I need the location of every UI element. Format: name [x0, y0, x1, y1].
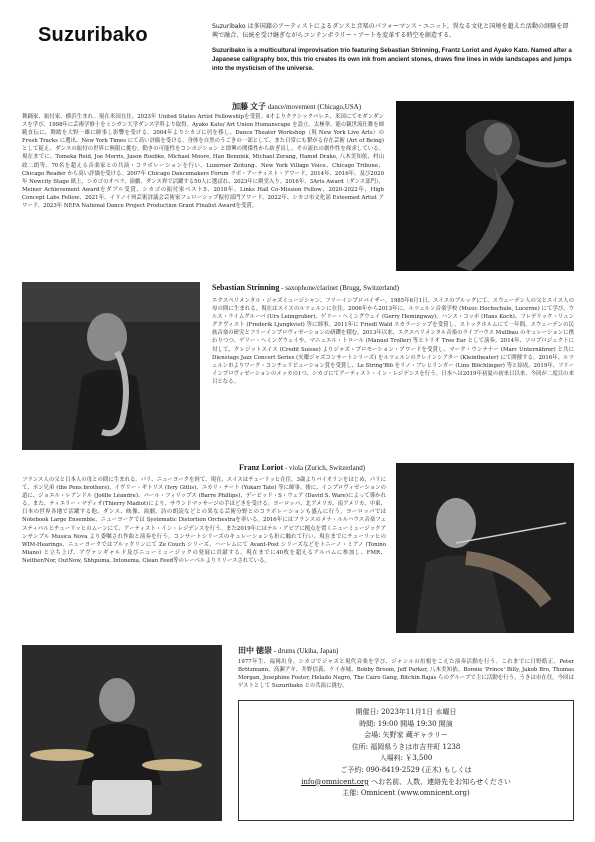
event-email-line — [239, 777, 573, 789]
artist-name: 加藤 文子 — [232, 102, 266, 111]
event-time: 時間: 19:00 開場 19:30 開演 — [359, 719, 453, 728]
artist-name-tanaka — [238, 645, 338, 656]
artist-name: Franz Loriot — [239, 463, 284, 472]
intro — [212, 22, 572, 79]
artist-role: - viola (Zurich, Switzerland) — [284, 464, 366, 472]
artist-name: Sebastian Strinning — [212, 283, 280, 292]
artist-role: - saxophone/clarinet (Brugg, Switzerland) — [281, 284, 399, 292]
violist-image — [396, 463, 574, 633]
email-link[interactable]: info@omnicent.org — [301, 777, 369, 786]
event-info-box — [238, 700, 574, 821]
event-venue: 会場: 矢野家 蔵ギャラリー — [364, 731, 448, 740]
artist-role: - drums (Ukiha, Japan) — [273, 647, 339, 655]
artist-name-strinning — [212, 283, 399, 292]
event-fee: 入場料: ￥3,500 — [379, 754, 433, 763]
artist-bio-loriot: フランス人の父と日本人の母との間に生まれる。パリ、ニューヨークを経て、現在、スイスはチューリッヒ在住。3歳よりバイオリンをはじめ、パリにて、ポン兄弟 (the Pons brothers)、イヴリー・ギトリス (Ivry Gitlis)、ユカリ・テート (Yukari Tate) 等に師事。後に、インプロヴィゼーションの道に、ジョエル・レアンドル (Joëlle Léandre)、バール・フィリップス (Barre Phillips)、デービッド・S・ウェア (David S. Ware)によって導かれる。また、ティエリー・マディオ(Thierry Madiot)により、サウンドマッサージの手ほどきを受ける。ヨーロッパ、北アメリカ、南アメリカ、中東、日本の世界各地で活躍する他、ダンス、映像、演劇、詩の朗読などとの異なる芸術分野とのコラボレーションも盛んに行う。ヨーロッパでは Notebook Large Ensemble、ニューヨークでは Systematic Distortion Orchestraを率いる。2016年にはフランスのメナ・ルルハウス音楽フェスティバルとチューリッヒのムーンにて、アーティスト・イン・レジデンスを行う。また2019年にはテル・アビブに拠点を置くニューミュージックアンサンブル Musica Nova より委嘱され作曲と演奏を行う。コンサートシリーズのキュレーションも折に触れて行い、現在までにチューリッヒの WIM-Hearings、ニューヨークではブルックリンにて Ze Couch シリーズ、ハーレムにて Avant-Post シリーズなどをトニーノ・ミアノ (Tonino Miano) と立ち上げ、アヴァンギャルド及びニューミュージックの発展に貢献する。現在までに40枚を超えるアルバムに参加し、FMR、Neither/Nor, OutNow, Shhpuma, Intonema, Clean Feed等のレーベルよりリリースされている。 — [22, 477, 386, 564]
artist-bio-strinning: エクスペリメンタル・ジャズミュージシャン、フリーインプロバイザー。1985年6月1日、スイスのブルッグにて、スウェーデン人の父とスイス人の母の間に生まれる。現在はスイスのルツェルンに在住。2006年から2013年に、ルツェルン音楽学校 (Music Hochschule, Lucerne) にて学び、ウルス・ライムグルーバ (Urs Leimgruber)、ゲリー・ヘミングウェイ (Gerry Hemingway)、ハンス・コッホ (Hans Koch)、フレデリック・リュングクヴィスト (Frederik Ljungkvist) 等に師事。2011年に Friedl Wald スカラーシップを受賞し、ストックホルムにて一年間、スウェーデンの民族音楽の研究とフリーインプロヴィゼーションの研鑽を積む。2013年以来、エクスペリメンタル音楽のライブハウス Mullbau のキュレーションに携わりつつ、ゲリー・ヘミングウェイや、マニュエル・トロール (Manuel Troller) 等とトリオ Tree Ear として演奏。2014年、ソロプロジェクトに対して、クレジットスイス (Credit Suisse) よりジャズ・プロモーション・アワードを受賞し、マーク・ウンナナー (Marc Unternährer) と共に Dienstags Jazz Concert Series (火曜ジャズコンサートシリーズ) をルツェルンのクレインシアター (Kleintheater) にて開催する。2016年、ルツェルン市よりワーク・コンチュリビューション賞を受賞し、Le String'Blö をリノ・ブレヒリンガー (Lino Blöchlinger) 等と結成。2019年、フリーインプロヴィゼーションのメッカの1つ、シカゴにてアーティスト・イン・レジデンスを行う。日本へは2019年初夏の初来日以来、今回が二度目の来日となる。 — [212, 298, 574, 385]
photo-violist — [396, 463, 574, 633]
event-organizer: 主催: Omnicent (www.omnicent.org) — [342, 789, 470, 798]
artist-name: 田中 徳崇 — [238, 646, 272, 655]
artist-bio-kato: 舞踊家、振付家、横浜生まれ。現在米国在住。2023年 United States Artist Fellowshipを受賞。4才よりクラシックバレエ、米国にてモダンダンスを学び、1998年に芸術学修士をミシガン大学ダンス学科より取得。Ayako Kato/ Art Union Humanscape を設立。太極拳、能の観世流仕舞を師範直伝に、舞踏を大野一雄に師事し影響を受ける。2004年よりシカゴに居を移し、Dance Theater Workshop（現 New York Live Arts）の Fresh Tracks に選出、New York Times にて高い評価を受ける。身体を自然のうごきの一部として、また日常にも繋がる存在芸術 (Art of Being) として捉え、ダンスの振付の世界に無限に挑む。動きの可能性をコンポジション と即興の関係性から紡ぎ出し、その流れの創作性を探求している。現在までに、Tomeka Reid, Joe Morris, Jason Roebke, Michael Moore, Han Bennink, Michael Zerang, Hamid Drake, 八木美知依、村山政二朗等、70名を超える音楽家との共演・コラボレーションを行い、Luzerner Zeitung、New York Village Voice、Chicago Tribune、Chicago Reader から高い評価を受ける。2007年 Chicago Dancemakers Forum ラボ・アーティスト・アワード、2014年、2016年、及び2020年 Newcity Stage 紙上、シカゴのオペラ、演劇、ダンス界で活躍する50人に選ばれ、2023年に殿堂入り。2016年、3Arts Award（ダンス部門）、Meiner Achievement Awardをダブル受賞、シカゴの振付家ベスト5、2018年、Links Hall Co-Mission Fellow、2020-2022年、High Concept Labs Fellow、2021年、イリノイ州芸術評議会芸術家フェローシップ振付部門アワード、2022年、シカゴ市文化部 Esteemed Artist アワード、2023年 NEFA National Dance Project Production Grant Finalist Awardを受賞。 — [22, 114, 385, 210]
event-reservation: ご予約: 090-8419-2529 (正木) もしくは — [340, 765, 472, 774]
intro-english: Suzuribako is a multicultural improvisation trio featuring Sebastian Strinning, Frantz Loriot and Ayako Kato. Named after a Japanese calligraphy box, this trio creates its own ink from ancient stones, draws fine lines in wide landscapes and jumps into the mysticism of the universe. — [212, 47, 572, 72]
dancer-image — [396, 101, 574, 271]
drummer-image — [22, 645, 222, 821]
logo: Suzuribako — [38, 24, 148, 46]
photo-saxophonist — [22, 282, 200, 450]
artist-bio-tanaka: 1977年生、福岡出身。シカゴでジャズと現代音楽を学び、ジャンルの垣根をこえた演奏活動を行う。これまでに日野皓正、Peter Brötzmann、高瀬アキ、井野信義、ケイ赤城、Bobby Broom, Jeff Parker, 八木美知依、Bonnie 'Prince' Billy, Jakob Bro, Thomas Morgan, Josephine Foster, Helado Negro, The Cairo Gang, Bitchin Bajas らのグループで主に活動を行う。うきは市在住。今回はゲストとして Suzuribako との共演に挑む。 — [238, 659, 574, 690]
artist-name-kato — [232, 101, 361, 112]
event-address: 住所: 福岡県うきは市吉井町 1238 — [351, 742, 461, 751]
event-date: 開催日: 2023年11月1日 水曜日 — [355, 708, 457, 716]
artist-name-loriot — [239, 463, 365, 472]
intro-japanese: Suzuribako は多国籍のアーティストによるダンスと音楽のパフォーマンス・ユニット。異なる文化と国境を超えた活動の経験を即興で融合、伝統を受け継ぎながらコンテンポラリー・アートを変革する時空を創造する。 — [212, 23, 569, 39]
artist-role: dance/movement (Chicago,USA) — [267, 103, 362, 111]
email-note: へお名前、人数、連絡先をお知らせください — [368, 777, 511, 786]
saxophonist-image — [22, 282, 200, 450]
photo-drummer — [22, 645, 222, 821]
photo-dancer — [396, 101, 574, 271]
